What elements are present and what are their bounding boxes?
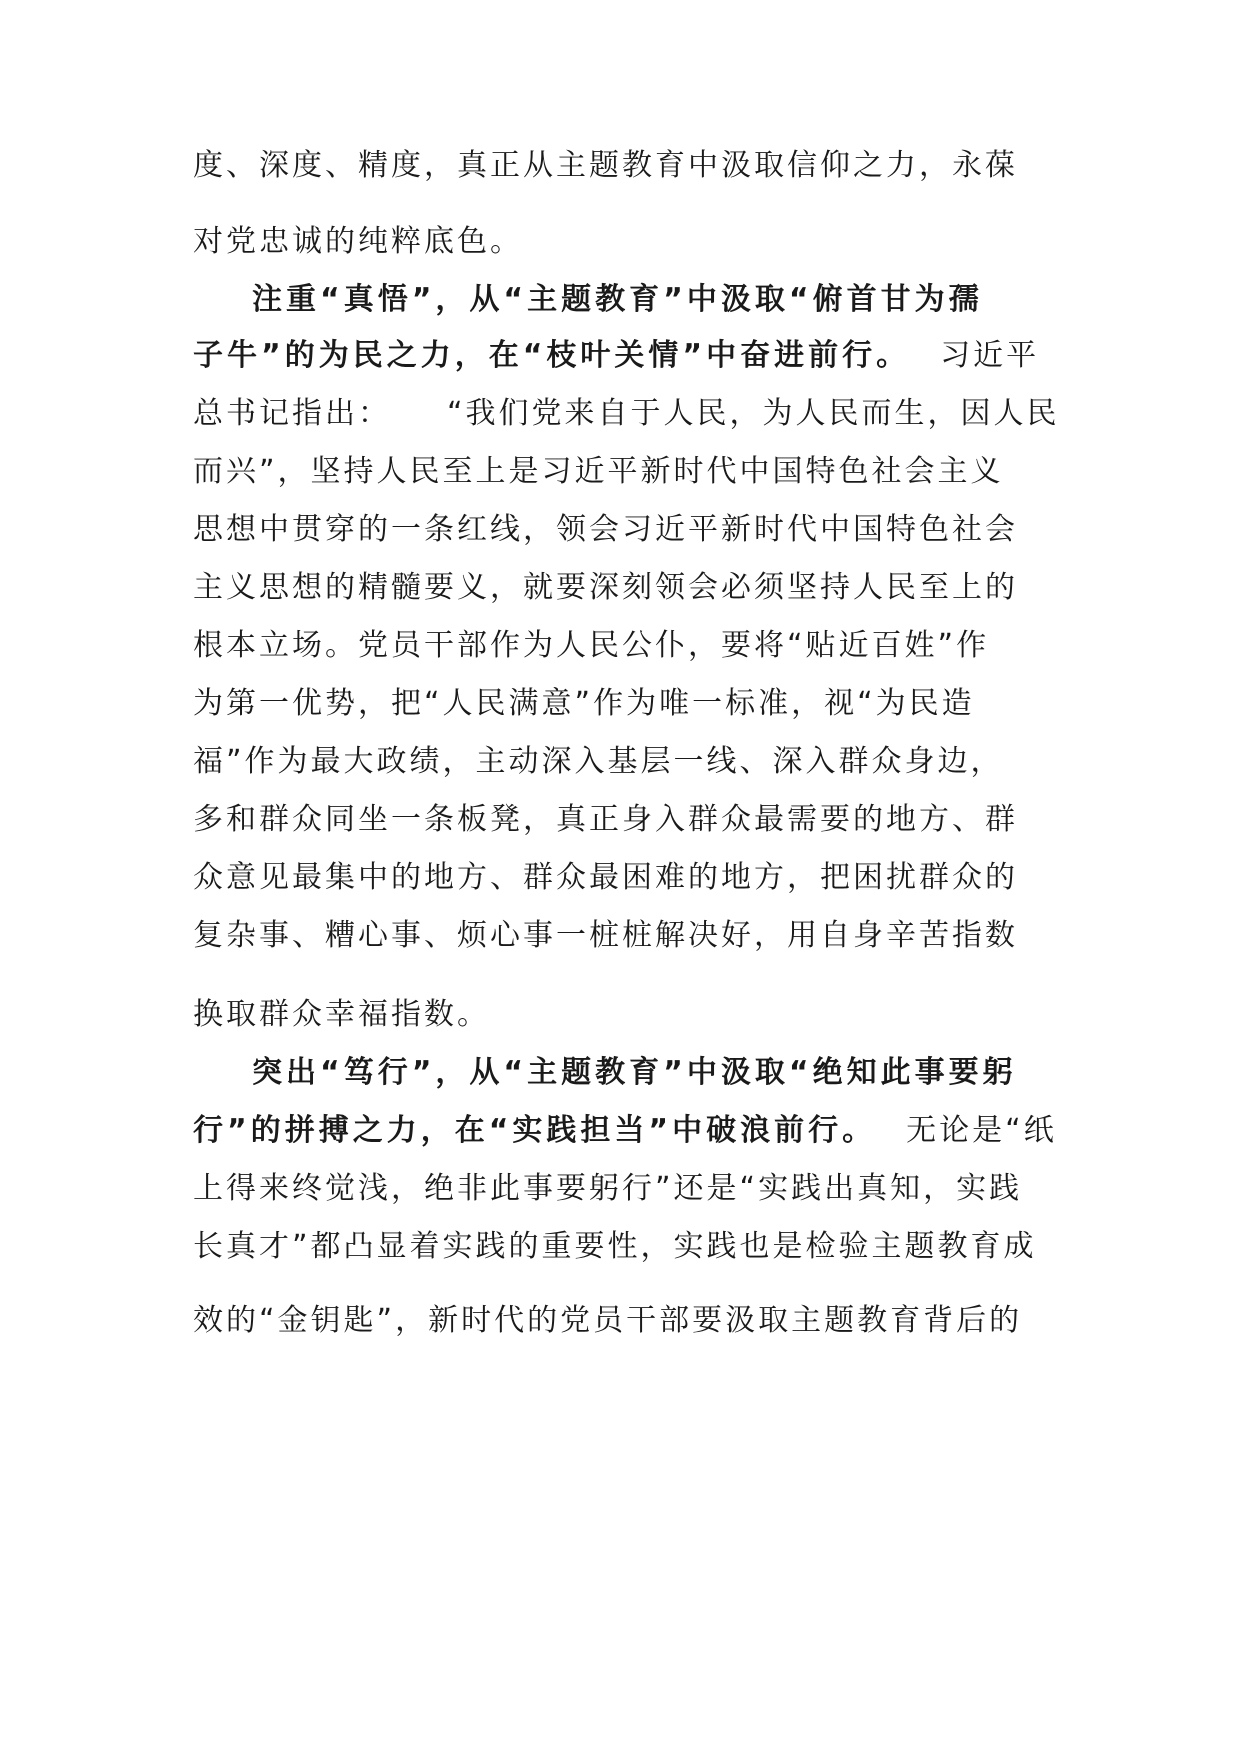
- text-line: [193, 394, 1060, 434]
- quote-segment: “我们党来自于人民，为人民而生，因人民: [447, 396, 1060, 431]
- text-line: 长真才”都凸显着实践的重要性，实践也是检验主题教育成: [193, 1229, 1037, 1264]
- text-line: 多和群众同坐一条板凳，真正身入群众最需要的地方、群: [193, 802, 1018, 837]
- section-heading-line: [193, 1111, 1057, 1151]
- section-heading: 行”的拼搏之力，在“实践担当”中破浪前行。: [193, 1113, 877, 1148]
- text-line: 复杂事、糟心事、烦心事一桩桩解决好，用自身辛苦指数: [193, 918, 1018, 953]
- text-line: 而兴”，坚持人民至上是习近平新时代中国特色社会主义: [193, 454, 1004, 489]
- text-line: 对党忠诚的纯粹底色。: [193, 224, 523, 259]
- text-line: 无论是“纸: [906, 1113, 1057, 1148]
- text-line: 换取群众幸福指数。: [193, 997, 490, 1032]
- text-segment: 总书记指出：: [193, 396, 391, 431]
- text-line: 为第一优势，把“人民满意”作为唯一标准，视“为民造: [193, 686, 975, 721]
- section-heading: 注重“真悟”，从“主题教育”中汲取“俯首甘为孺: [252, 282, 983, 317]
- section-heading-line: [193, 336, 1053, 376]
- text-line: 习近平: [940, 338, 1040, 373]
- text-line: 效的“金钥匙”，新时代的党员干部要汲取主题教育背后的: [193, 1303, 1023, 1338]
- section-heading: 突出“笃行”，从“主题教育”中汲取“绝知此事要躬: [252, 1055, 1017, 1090]
- text-line: 众意见最集中的地方、群众最困难的地方，把困扰群众的: [193, 860, 1018, 895]
- text-line: 思想中贯穿的一条红线，领会习近平新时代中国特色社会: [193, 512, 1018, 547]
- text-line: 福”作为最大政绩，主动深入基层一线、深入群众身边，: [193, 744, 1004, 779]
- text-line: 根本立场。党员干部作为人民公仆，要将“贴近百姓”作: [193, 628, 990, 663]
- text-line: 度、深度、精度，真正从主题教育中汲取信仰之力，永葆: [193, 148, 1018, 183]
- text-line: 主义思想的精髓要义，就要深刻领会必须坚持人民至上的: [193, 570, 1018, 605]
- text-line: 上得来终觉浅，绝非此事要躬行”还是“实践出真知，实践: [193, 1171, 1023, 1206]
- section-heading: 子牛”的为民之力，在“枝叶关情”中奋进前行。: [193, 338, 911, 373]
